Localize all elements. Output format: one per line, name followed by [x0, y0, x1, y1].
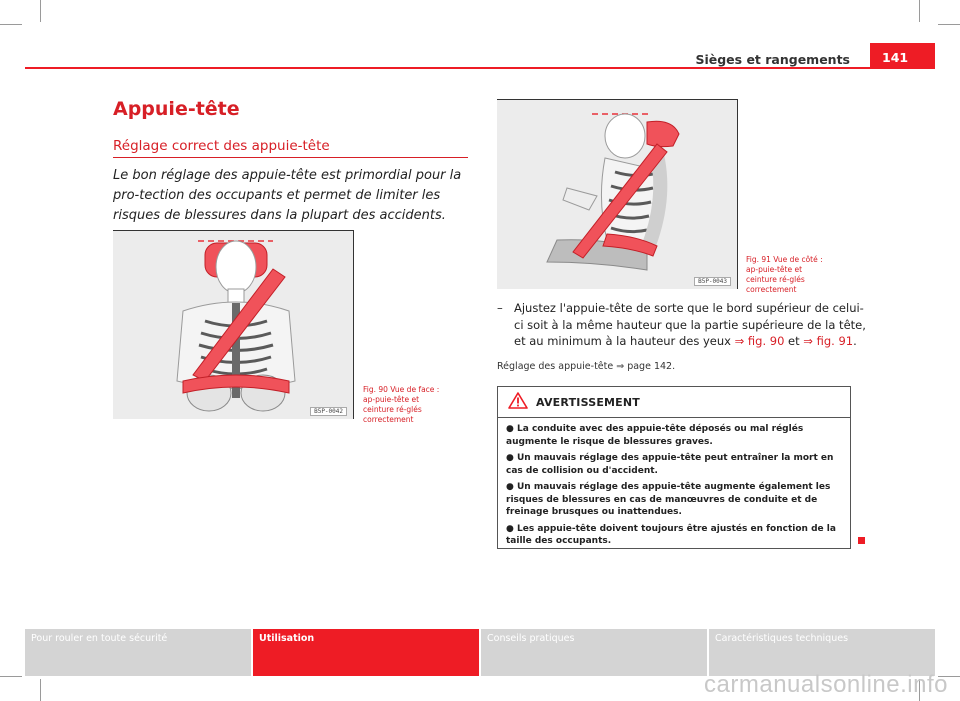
warning-item: ● Un mauvais réglage des appuie-tête augmente également les risques de blessures en cas de manœuvres de conduite et de freinage brusques ou inattendues.: [506, 482, 831, 517]
step-text: Ajustez l'appuie-tête de sorte que le bord supérieur de celui-ci soit à la même hauteur que la partie supérieure de la tête, et au minimum à la hauteur des yeux: [514, 301, 866, 348]
warning-list: [498, 418, 850, 548]
crop-mark: [40, 0, 41, 22]
figure-code: B5P-0043: [694, 277, 731, 286]
warning-item: ● La conduite avec des appuie-tête déposés ou mal réglés augmente le risque de blessures graves.: [506, 424, 804, 447]
settings-page-reference: Réglage des appuie-tête ⇒ page 142.: [497, 361, 676, 372]
section-title: Sièges et rangements: [695, 52, 850, 67]
warning-title: AVERTISSEMENT: [536, 395, 641, 409]
warning-box: [497, 386, 851, 549]
step-end: .: [853, 334, 857, 348]
crop-mark: [40, 679, 41, 701]
intro-paragraph: Le bon réglage des appuie-tête est primordial pour la pro-tection des occupants et permet de limiter les risques de blessures dans la plupart des accidents.: [113, 168, 462, 223]
watermark: carmanualsonline.info: [704, 671, 948, 698]
crop-mark: [0, 676, 22, 677]
fig-91-link[interactable]: ⇒ fig. 91: [803, 334, 854, 348]
tab-caracteristiques-techniques[interactable]: Caractéristiques techniques: [709, 629, 935, 676]
crop-mark: [919, 0, 920, 22]
figure-caption: Fig. 90 Vue de face : ap-puie-tête et ceinture ré-glés correctement: [363, 385, 440, 424]
figure-side-view: [497, 99, 738, 289]
footer-navigation: [25, 629, 935, 676]
warning-triangle-icon: [508, 392, 528, 413]
crop-mark: [0, 24, 22, 25]
warning-item: ● Les appuie-tête doivent toujours être ajustés en fonction de la taille des occupants.: [506, 523, 836, 546]
figure-code: B5P-0042: [310, 407, 347, 416]
figure-caption: Fig. 91 Vue de côté : ap-puie-tête et ceinture ré-glés correctement: [746, 255, 823, 294]
tab-utilisation[interactable]: Utilisation: [253, 629, 479, 676]
instruction-step: [497, 300, 867, 350]
tab-conseils-pratiques[interactable]: Conseils pratiques: [481, 629, 707, 676]
warning-header: [498, 387, 850, 418]
page-number: 141: [870, 43, 935, 68]
side-view-illustration: [497, 100, 737, 289]
header-rule: [25, 67, 935, 69]
section-end-marker: [858, 537, 865, 544]
section-subtitle: Réglage correct des appuie-tête: [113, 138, 330, 154]
front-view-illustration: [113, 231, 353, 419]
warning-item: ● Un mauvais réglage des appuie-tête peut entraîner la mort en cas de collision ou d'accident.: [506, 453, 834, 476]
step-joiner: et: [784, 334, 804, 348]
tab-pour-rouler-en-toute-securite[interactable]: Pour rouler en toute sécurité: [25, 629, 251, 676]
crop-mark: [938, 24, 960, 25]
figure-front-view: [113, 230, 354, 419]
page-title: Appuie-tête: [113, 98, 240, 120]
fig-90-link[interactable]: ⇒ fig. 90: [734, 334, 785, 348]
subtitle-rule: [113, 157, 468, 158]
step-dash: –: [497, 301, 503, 315]
